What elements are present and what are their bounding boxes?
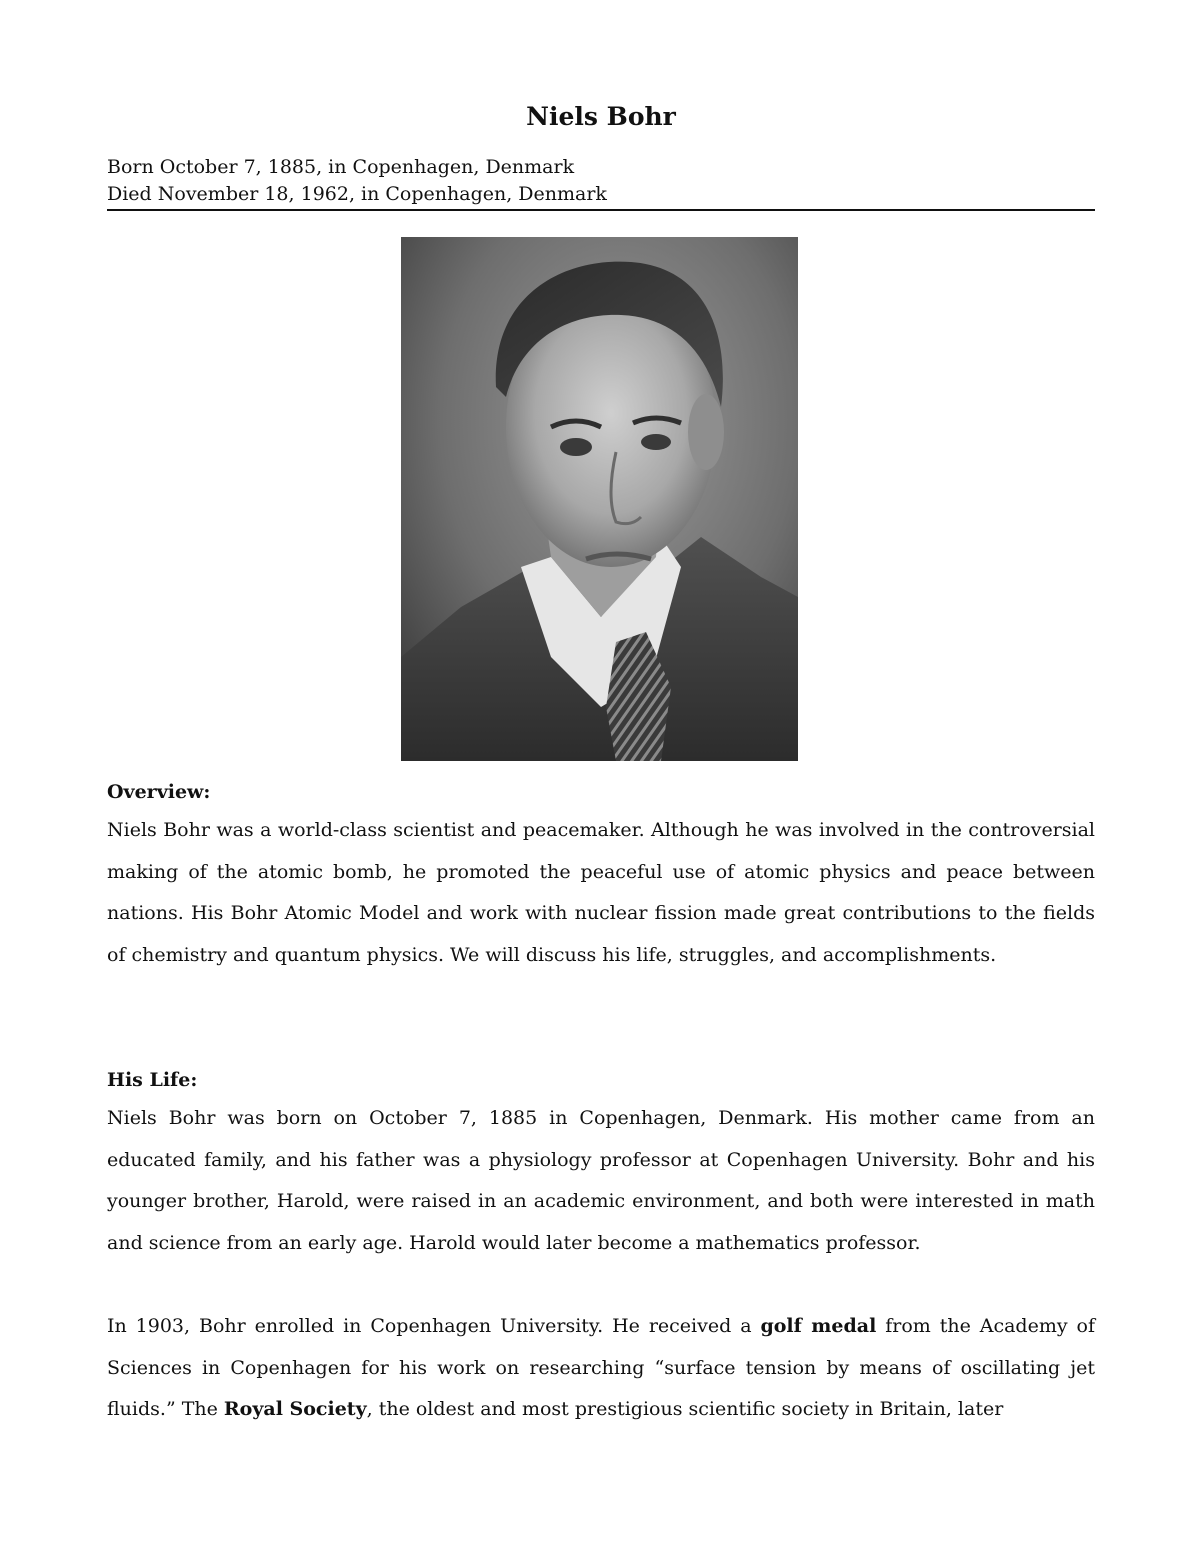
death-line: Died November 18, 1962, in Copenhagen, Denmark xyxy=(107,183,607,205)
golf-medal-term: golf medal xyxy=(760,1315,877,1337)
page-title: Niels Bohr xyxy=(526,102,676,131)
overview-paragraph: Niels Bohr was a world-class scientist and peacemaker. Although he was involved in the controversial making of the atomic bomb, he promoted the peaceful use of atomic physics and peace between nations. His Bohr Atomic Model and work with nuclear fission made great contributions to the fields of chemistry and quantum physics. We will discuss his life, struggles, and accomplishments. xyxy=(107,819,1095,966)
life-paragraph-2 xyxy=(107,1306,1095,1431)
life-heading: His Life: xyxy=(107,1069,198,1091)
document-page xyxy=(107,0,1095,1553)
life-dates xyxy=(107,154,1095,211)
portrait-photo xyxy=(401,237,798,761)
birth-line: Born October 7, 1885, in Copenhagen, Denmark xyxy=(107,156,575,178)
life-paragraph-2-part-3: , the oldest and most prestigious scientific society in Britain, later xyxy=(366,1398,1004,1420)
life-paragraph-2-part-1: In 1903, Bohr enrolled in Copenhagen University. He received a xyxy=(107,1315,761,1337)
life-paragraph-1: Niels Bohr was born on October 7, 1885 in Copenhagen, Denmark. His mother came from an educated family, and his father was a physiology professor at Copenhagen University. Bohr and his younger brother, Harold, were raised in an academic environment, and both were interested in math and science from an early age. Harold would later become a mathematics professor. xyxy=(107,1107,1095,1254)
overview-heading: Overview: xyxy=(107,781,211,803)
royal-society-term: Royal Society xyxy=(223,1398,367,1420)
life-paragraph-2-part-2: from the Academy of Sciences in Copenhagen for his work on researching “surface tension by means of oscillating jet fluids.” The xyxy=(107,1315,1095,1420)
